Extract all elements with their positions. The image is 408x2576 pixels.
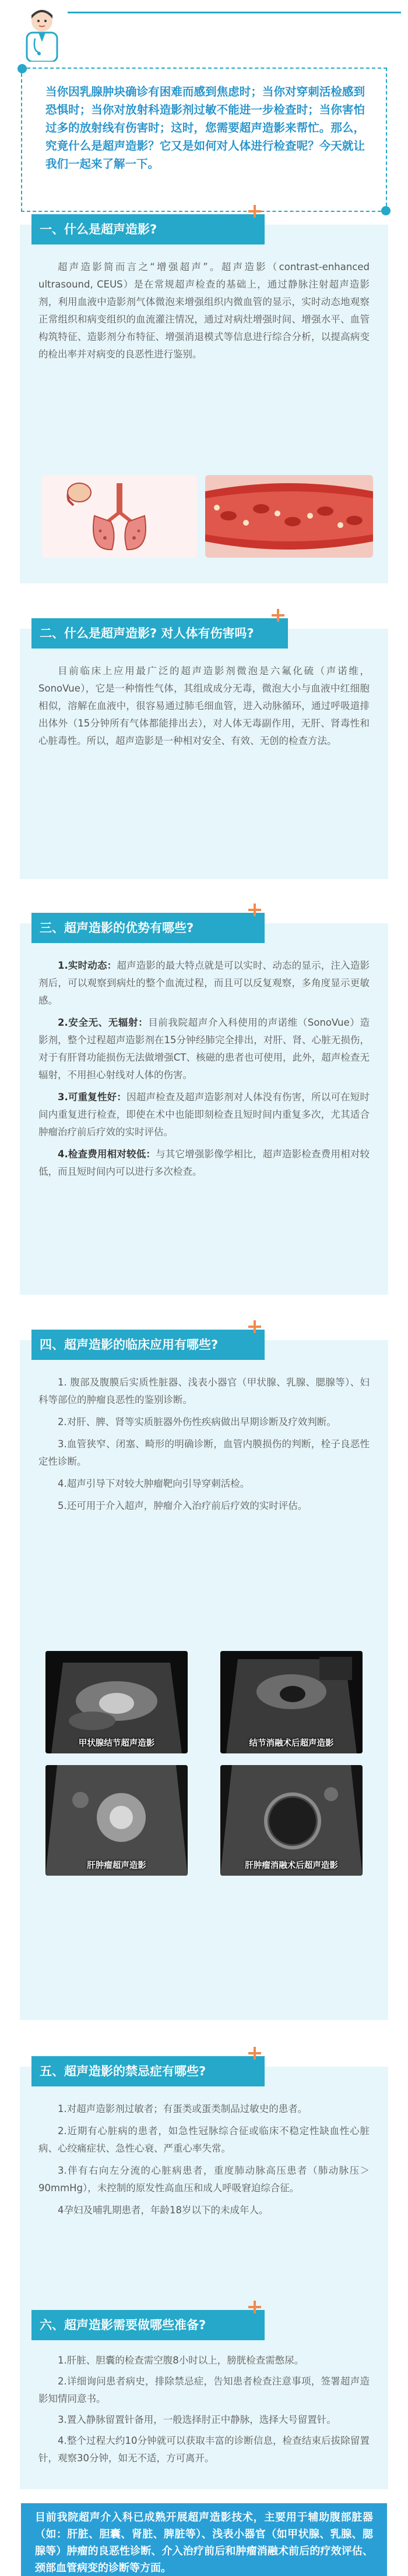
application-item: 4.超声引导下对较大肿瘤靶向引导穿刺活检。 xyxy=(58,1478,250,1489)
intro-text: 当你因乳腺肿块确诊有困难而感到焦虑时；当你对穿刺活检感到恐惧时；当你对放射科造影剂过敏不能进一步检查时；当你害怕过多的放射线有伤害时；这时，您需要超声造影来帮忙。那么，究竟什么是超声造影？它又是如何对人体进行检查呢？今天就让我们一起来了解一下。 xyxy=(45,85,365,171)
plus-decoration-icon xyxy=(248,205,261,218)
ultrasound-image xyxy=(220,1651,363,1753)
footer-banner xyxy=(21,2503,387,2576)
plus-decoration-icon xyxy=(248,2301,261,2313)
application-item: 2.对肝、脾、肾等实质脏器外伤性疾病做出早期诊断及疗效判断。 xyxy=(58,1416,336,1427)
advantage-item xyxy=(38,1089,370,1141)
application-item: 3.血管狭窄、闭塞、畸形的明确诊断，血管内膜损伤的判断，栓子良恶性定性诊断。 xyxy=(38,1438,370,1467)
contraindication-item: 3.伴有右向左分流的心脏病患者，重度肺动脉高压患者（肺动脉压＞90mmHg），未控制的原发性高血压和成人呼吸窘迫综合征。 xyxy=(38,2165,370,2194)
section-body xyxy=(38,1374,370,1519)
footer-text: 目前我院超声介入科已成熟开展超声造影技术，主要用于辅助腹部脏器（如：肝脏、胆囊、肾脏、脾脏等）、浅表小器官（如甲状腺、乳腺、腮腺等）肿瘤的良恶性诊断、介入治疗前后和肿瘤消融术前后的疗效评估、颈部血管病变的诊断等方面。 xyxy=(35,2511,373,2574)
advantage-item xyxy=(38,957,370,1009)
blood-vessel-illustration xyxy=(205,475,373,558)
ultrasound-image xyxy=(220,1765,363,1876)
preparation-item: 1.肝脏、胆囊的检查需空腹8小时以上，膀胱检查需憋尿。 xyxy=(58,2355,304,2366)
plus-decoration-icon xyxy=(248,903,261,916)
section-contraindications xyxy=(20,2056,388,2341)
corner-dot xyxy=(17,64,27,73)
advantage-key: 4.检查费用相对较低： xyxy=(58,1149,156,1160)
application-item: 1. 腹部及腹膜后实质性脏器、浅表小器官（甲状腺、乳腺、腮腺等）、妇科等部位的肿瘤良恶性的鉴别诊断。 xyxy=(38,1377,370,1405)
advantage-key: 1.实时动态： xyxy=(58,960,117,971)
advantage-text: 目前我院超声介入科使用的声诺维（SonoVue）造影剂，整个过程超声造影剂在15分钟经肺完全排出，对肝、肾、心脏无损伤，对于有肝肾功能损伤无法做增强CT、核磁的患者也可使用，此外，超声检查无辐射，不用担心射线对人体的伤害。 xyxy=(38,1017,370,1080)
section-title: 四、超声造影的临床应用有哪些? xyxy=(31,1330,265,1360)
doctor-illustration xyxy=(15,3,69,62)
section-what-is-ceus xyxy=(20,214,388,583)
plus-decoration-icon xyxy=(248,2047,261,2060)
section-body xyxy=(38,957,370,1185)
section-title: 三、超声造影的优势有哪些? xyxy=(31,913,265,943)
section-title: 六、超声造影需要做哪些准备? xyxy=(31,2310,265,2340)
advantage-text: 与其它增强影像学相比，超声造影检查费用相对较低，而且短时间内可以进行多次检查。 xyxy=(38,1149,370,1177)
section-advantages xyxy=(20,913,388,1295)
section-body: 超声造影简而言之“增强超声”。超声造影（contrast-enhanced ultrasound, CEUS）是在常规超声检查的基础上，通过静脉注射超声造影剂，利用血液中造影剂气体微泡来增强组织内微血管的显示，实时动态地观察正常组织和病变组织的血流灌注情况，通过对病灶增强时间、增强水平、血管构筑特征、造影剂分布特征、增强消退模式等信息进行综合分析，以提高病变的检出率并对病变的良恶性进行鉴别。 xyxy=(38,261,370,360)
advantage-item xyxy=(38,1146,370,1181)
section-safety xyxy=(20,618,388,879)
section-title: 一、什么是超声造影? xyxy=(31,214,265,245)
contraindication-item: 4孕妇及哺乳期患者，年龄18岁以下的未成年人。 xyxy=(58,2205,269,2216)
contraindication-item: 1.对超声造影剂过敏者；有蛋类或蛋类制品过敏史的患者。 xyxy=(58,2103,308,2114)
section-body xyxy=(38,2100,370,2224)
section-preparation-body xyxy=(38,2352,370,2471)
application-item: 5.还可用于介入超声，肿瘤介入治疗前后疗效的实时评估。 xyxy=(58,1500,308,1511)
ultrasound-image xyxy=(45,1651,188,1753)
advantage-text: 因超声检查及超声造影剂对人体没有伤害，所以可在短时间内重复进行检查，即使在术中也能即刻检查且短时间内重复多次，尤其适合肿瘤治疗前后疗效的实时评估。 xyxy=(38,1092,370,1138)
header-line xyxy=(68,12,401,30)
advantage-text: 超声造影的最大特点就是可以实时、动态的显示，注入造影剂后，可以观察到病灶的整个血流过程，而且可以反复观察，多角度显示更敏感。 xyxy=(38,960,370,1006)
advantage-key: 2.安全无、无辐射： xyxy=(58,1017,149,1028)
preparation-item: 3.置入静脉留置针备用，一般选择肘正中静脉，选择大号留置针。 xyxy=(58,2414,336,2425)
image-caption: 甲状腺结节超声造影 xyxy=(78,1739,155,1748)
section-clinical-applications xyxy=(20,1330,388,2020)
image-caption: 肝肿瘤超声造影 xyxy=(87,1861,146,1870)
intro-box xyxy=(21,68,387,212)
plus-decoration-icon xyxy=(272,609,284,622)
advantage-key: 3.可重复性好： xyxy=(58,1092,127,1103)
section-title: 二、什么是超声造影? 对人体有伤害吗? xyxy=(31,618,288,649)
image-caption: 肝肿瘤消融术后超声造影 xyxy=(245,1861,338,1870)
header-banner xyxy=(0,0,408,65)
plus-decoration-icon xyxy=(248,1320,261,1333)
section-title: 五、超声造影的禁忌症有哪些? xyxy=(31,2056,265,2086)
image-caption: 结节消融术后超声造影 xyxy=(249,1739,334,1748)
contraindication-item: 2.近期有心脏病的患者，如急性冠脉综合征或临床不稳定性缺血性心脏病、心绞痛症状、急性心衰、严重心率失常。 xyxy=(38,2125,370,2154)
advantage-item xyxy=(38,1014,370,1084)
section-body: 目前临床上应用最广泛的超声造影剂微泡是六氟化硫（声诺维，SonoVue），它是一种惰性气体，其组成成分无毒，微泡大小与血液中红细胞相似，溶解在血液中，很容易通过肺毛细血管，进入动脉循环，通过呼吸道排出体外（15分钟所有气体都能排出去），对人体无毒副作用，无肝、肾毒性和心脏毒性。所以，超声造影是一种相对安全、有效、无创的检查方法。 xyxy=(38,665,370,746)
ultrasound-image xyxy=(45,1765,188,1876)
preparation-item: 2.详细询问患者病史，排除禁忌症，告知患者检查注意事项，签署超声造影知情同意书。 xyxy=(38,2376,370,2404)
lung-illustration xyxy=(42,475,197,558)
preparation-item: 4.整个过程大约10分钟就可以获取丰富的诊断信息，检查结束后拔除留置针，观察30分钟，如无不适，方可离开。 xyxy=(38,2435,370,2464)
